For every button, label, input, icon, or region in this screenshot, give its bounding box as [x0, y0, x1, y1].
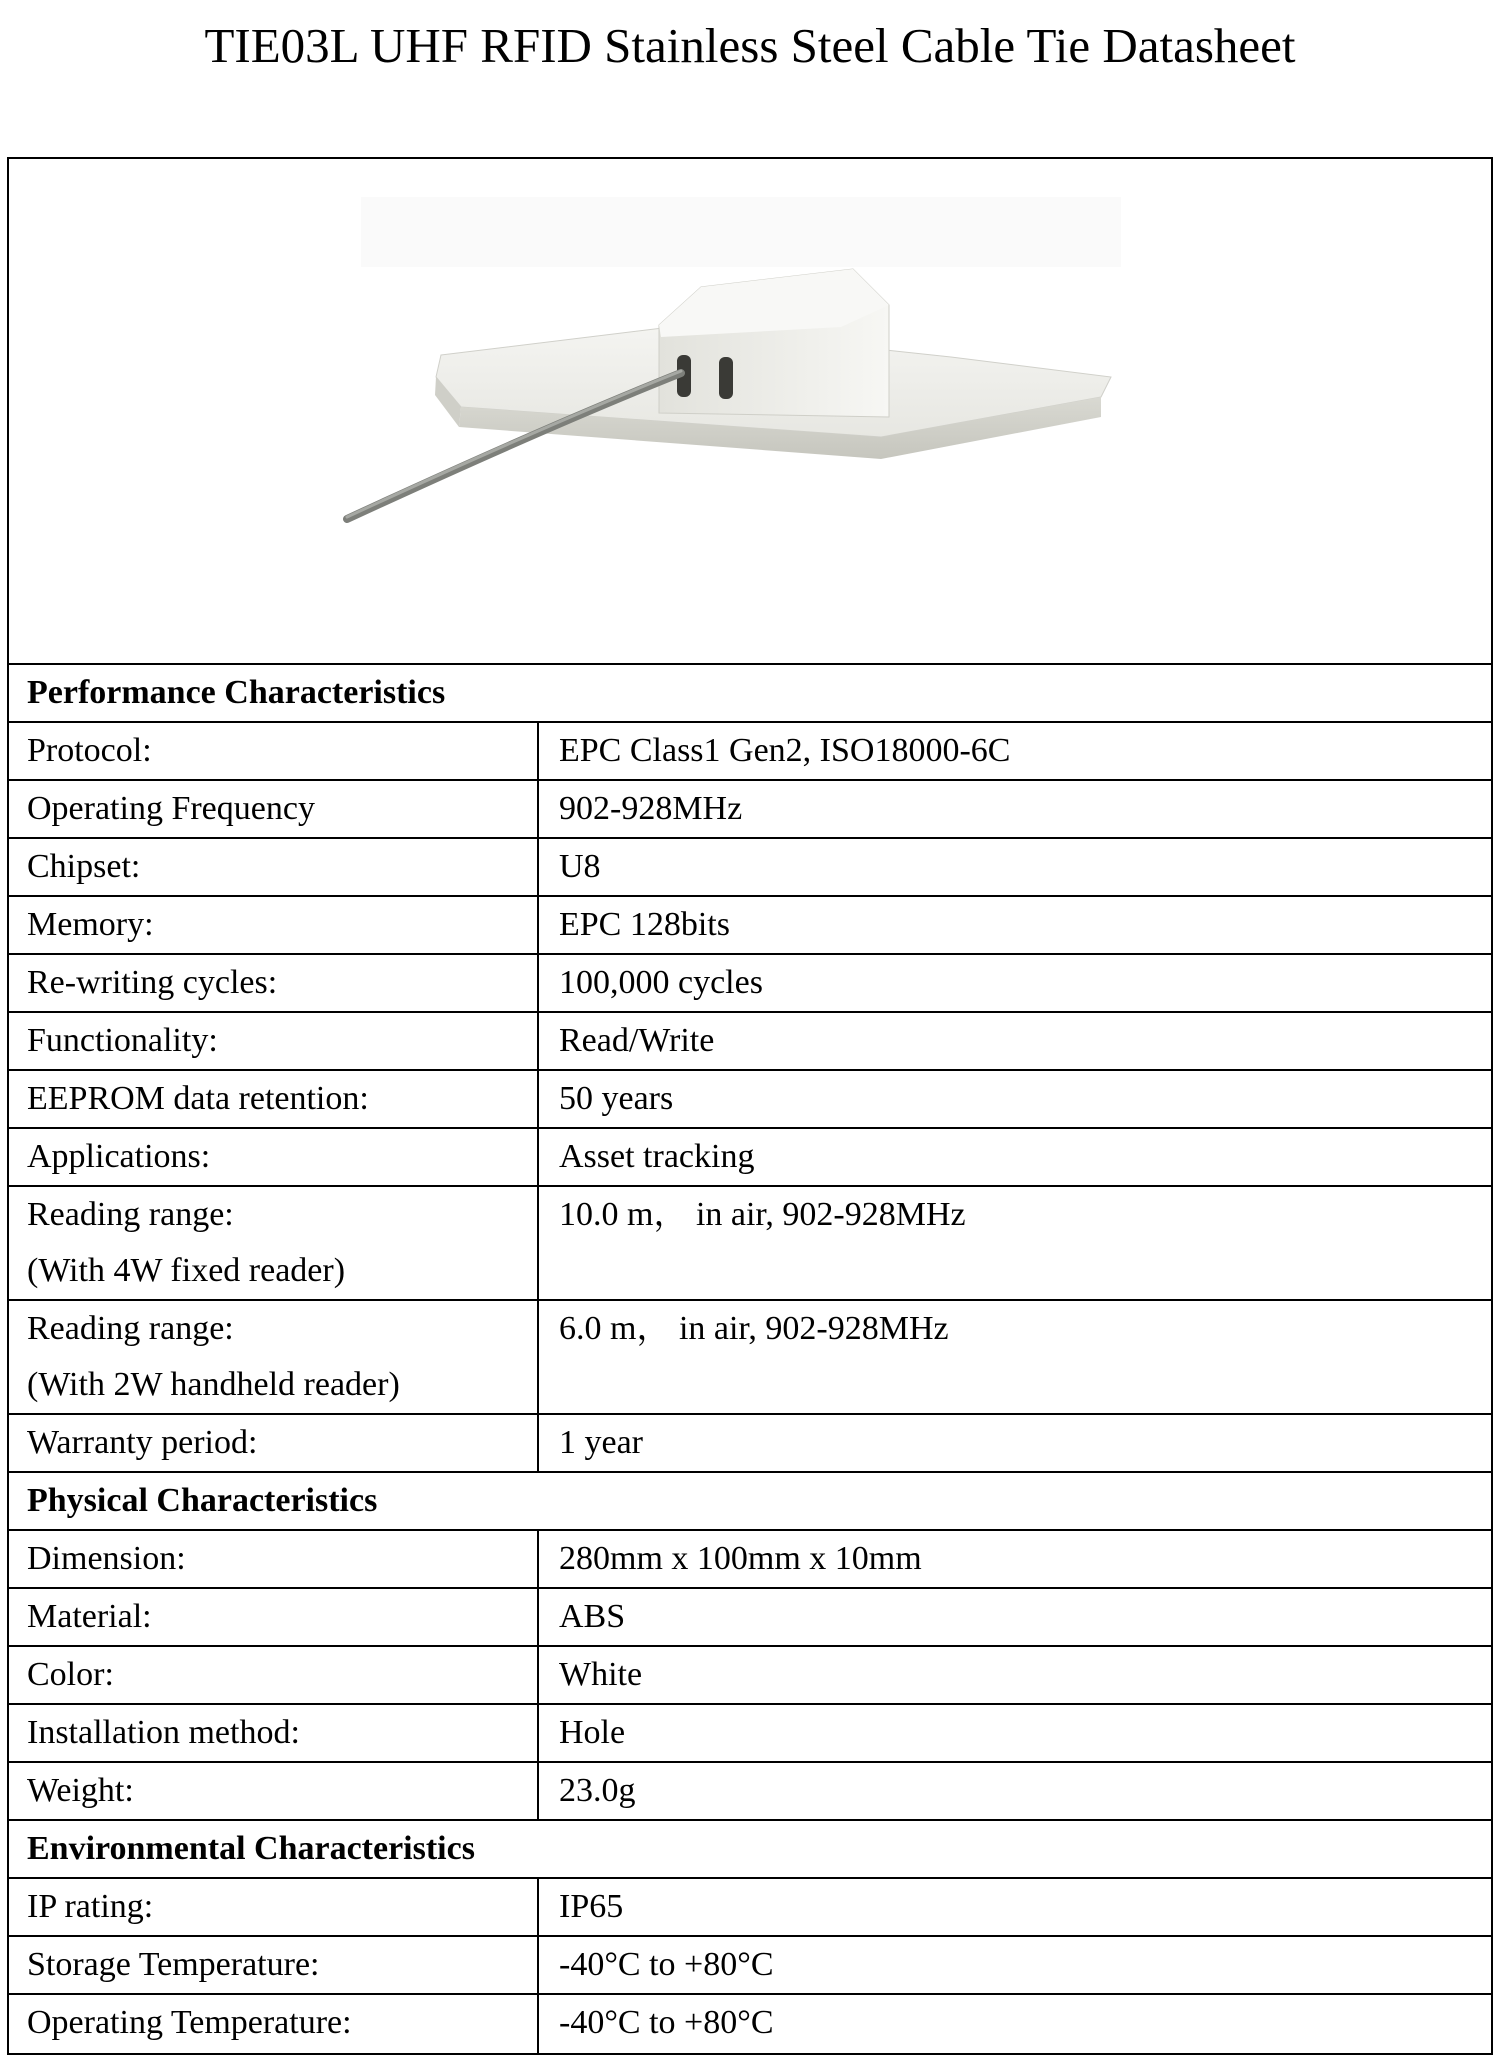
datasheet-table	[7, 157, 1493, 2055]
table-row	[9, 1531, 1491, 1589]
table-row	[9, 1705, 1491, 1763]
product-photo-cell	[9, 159, 1491, 665]
rfid-cable-tie-photo	[341, 177, 1141, 637]
row-value: 10.0 m， in air, 902-928MHz	[559, 1196, 966, 1233]
row-value: -40°C to +80°C	[559, 1946, 774, 1983]
row-value: Hole	[559, 1714, 626, 1751]
row-value: IP65	[559, 1888, 624, 1925]
row-label: Dimension:	[9, 1531, 539, 1587]
row-label: Chipset:	[9, 839, 539, 895]
row-value: Read/Write	[559, 1022, 715, 1059]
row-value: 23.0g	[559, 1772, 636, 1809]
table-row	[9, 1879, 1491, 1937]
row-label-line2: (With 4W fixed reader)	[27, 1252, 346, 1289]
table-row	[9, 723, 1491, 781]
table-row	[9, 1013, 1491, 1071]
row-label: Material:	[9, 1589, 539, 1645]
row-label: Applications:	[9, 1129, 539, 1185]
table-row	[9, 1995, 1491, 2053]
row-label	[9, 1187, 539, 1299]
row-label-line1: Reading range:	[27, 1196, 234, 1233]
row-label: Installation method:	[9, 1705, 539, 1761]
row-value: U8	[559, 848, 601, 885]
row-label-line1: Reading range:	[27, 1310, 234, 1347]
section-heading-environmental: Environmental Characteristics	[9, 1821, 1491, 1879]
row-label: Re-writing cycles:	[9, 955, 539, 1011]
section-heading-physical: Physical Characteristics	[9, 1473, 1491, 1531]
row-value: EPC Class1 Gen2, ISO18000-6C	[559, 732, 1011, 769]
row-value: 1 year	[559, 1424, 644, 1461]
table-row	[9, 839, 1491, 897]
row-label: Weight:	[9, 1763, 539, 1819]
row-label: Functionality:	[9, 1013, 539, 1069]
row-label: Operating Frequency	[9, 781, 539, 837]
table-row	[9, 1301, 1491, 1415]
row-value: White	[559, 1656, 643, 1693]
table-row	[9, 1071, 1491, 1129]
row-label: Operating Temperature:	[9, 1995, 539, 2053]
table-row	[9, 1937, 1491, 1995]
table-row	[9, 1647, 1491, 1705]
row-value: 100,000 cycles	[559, 964, 763, 1001]
row-label: Storage Temperature:	[9, 1937, 539, 1993]
row-label: Color:	[9, 1647, 539, 1703]
table-row	[9, 781, 1491, 839]
section-heading-performance: Performance Characteristics	[9, 665, 1491, 723]
row-label: Protocol:	[9, 723, 539, 779]
row-value: EPC 128bits	[559, 906, 730, 943]
row-value: 6.0 m， in air, 902-928MHz	[559, 1310, 949, 1347]
table-row	[9, 1129, 1491, 1187]
table-row	[9, 955, 1491, 1013]
page-title: TIE03L UHF RFID Stainless Steel Cable Tie Datasheet	[204, 18, 1296, 73]
row-value: 50 years	[559, 1080, 674, 1117]
row-label: Warranty period:	[9, 1415, 539, 1471]
row-value: ABS	[559, 1598, 626, 1635]
row-label: EEPROM data retention:	[9, 1071, 539, 1127]
row-label-line2: (With 2W handheld reader)	[27, 1366, 400, 1403]
table-row	[9, 1589, 1491, 1647]
row-label: Memory:	[9, 897, 539, 953]
row-value: Asset tracking	[559, 1138, 755, 1175]
row-label	[9, 1301, 539, 1413]
row-label: IP rating:	[9, 1879, 539, 1935]
table-row	[9, 1415, 1491, 1473]
row-value: 280mm x 100mm x 10mm	[559, 1540, 922, 1577]
row-value: -40°C to +80°C	[559, 2004, 774, 2041]
table-row	[9, 897, 1491, 955]
table-row	[9, 1763, 1491, 1821]
table-row	[9, 1187, 1491, 1301]
row-value: 902-928MHz	[559, 790, 743, 827]
